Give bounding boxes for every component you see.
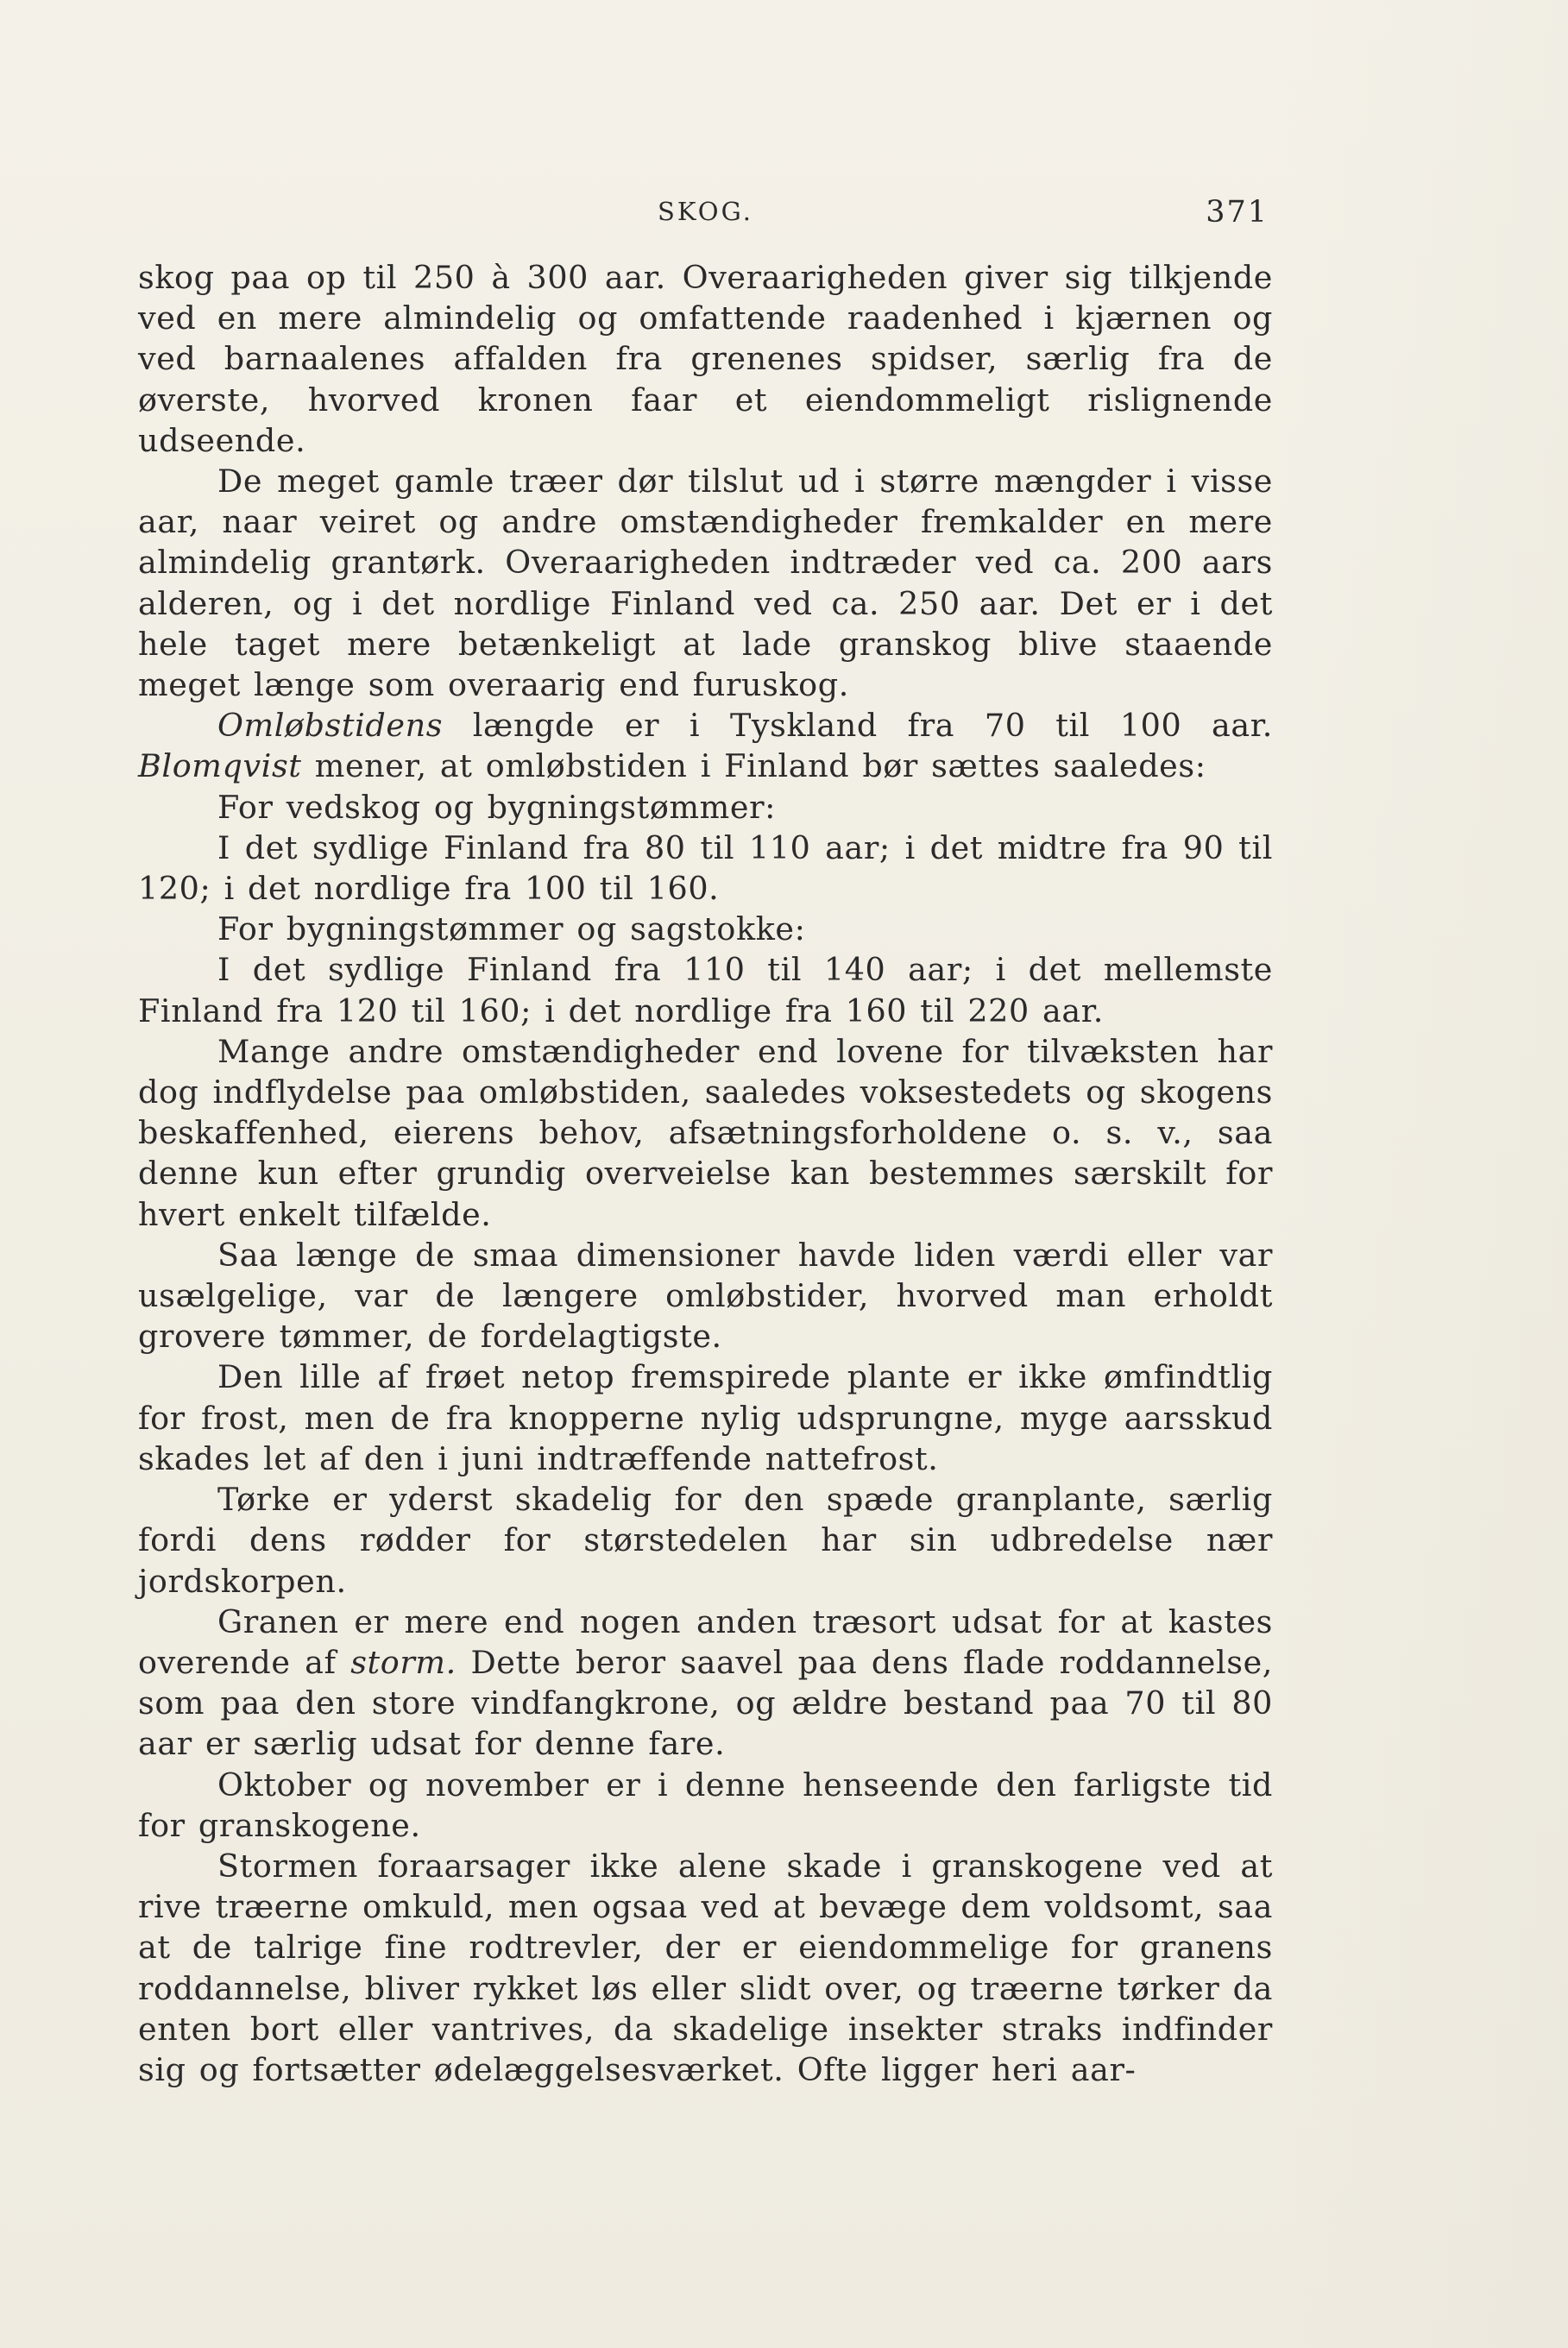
text-run: mener, at omløbstiden i Finland bør sættes saaledes:	[301, 747, 1206, 785]
paragraph	[138, 909, 1273, 949]
italic-term: Blomqvist	[138, 747, 302, 785]
paragraph	[138, 461, 1273, 705]
text-run: For vedskog og bygningstømmer:	[217, 788, 777, 826]
text-run: Den lille af frøet netop fremspirede plante er ikke ømfindtlig for frost, men de fra knopperne nylig udsprungne, myge aarsskud skades let af den i juni indtræffende nattefrost.	[138, 1358, 1273, 1477]
paragraph	[138, 1235, 1273, 1357]
paragraph	[138, 1846, 1273, 2090]
text-run: De meget gamle træer dør tilslut ud i større mængder i visse aar, naar veiret og andre omstændigheder fremkalder en mere almindelig grantørk. Overaarigheden indtræder ved ca. 200 aars alderen, og i det nordlige Finland ved ca. 250 aar. Det er i det hele taget mere betænkeligt at lade granskog blive staaende meget længe som overaarig end furuskog.	[138, 463, 1273, 704]
paragraph	[138, 1765, 1273, 1846]
text-run: Dette beror saavel paa dens flade roddannelse, som paa den store vindfangkrone, og ældre bestand paa 70 til 80 aar er særlig udsat for denne fare.	[138, 1643, 1273, 1763]
page-header	[142, 192, 1269, 235]
paragraph	[138, 828, 1273, 909]
text-run: længde er i Tyskland fra 70 til 100 aar.	[443, 707, 1273, 745]
italic-term: Omløbstidens	[217, 707, 444, 745]
paragraph	[138, 257, 1273, 461]
paragraph	[138, 1602, 1273, 1765]
text-run: I det sydlige Finland fra 80 til 110 aar; i det midtre fra 90 til 120; i det nordlige fra 100 til 160.	[138, 828, 1273, 908]
page-number: 371	[1206, 195, 1269, 230]
paragraph	[138, 949, 1273, 1030]
text-run: For bygningstømmer og sagstokke:	[217, 910, 806, 948]
body-text	[138, 257, 1273, 2090]
paragraph	[138, 705, 1273, 786]
text-run: Saa længe de smaa dimensioner havde liden værdi eller var usælgelige, var de længere omløbstider, hvorved man erholdt grovere tømmer, de fordelagtigste.	[138, 1236, 1273, 1356]
running-head: SKOG.	[658, 197, 753, 226]
page-shading	[1275, 0, 1568, 2348]
italic-term: storm.	[350, 1643, 457, 1681]
text-run: Oktober og november er i denne henseende den farligste tid for granskogene.	[138, 1766, 1273, 1844]
text-run: Granen er mere end nogen anden træsort udsat for at kastes overende af	[138, 1602, 1273, 1681]
paragraph	[138, 1357, 1273, 1479]
paragraph	[138, 1031, 1273, 1235]
text-run: skog paa op til 250 à 300 aar. Overaarigheden giver sig tilkjende ved en mere almindelig og omfattende raadenhed i kjærnen og ved barnaalenes affalden fra grenenes spidser, særlig fra de øverste, hvorved kronen faar et eiendommeligt rislignende udseende.	[138, 259, 1273, 459]
text-run: Stormen foraarsager ikke alene skade i granskogene ved at rive træerne omkuld, men ogsaa ved at bevæge dem voldsomt, saa at de talrige fine rodtrevler, der er eiendommelige for granens roddannelse, bliver rykket løs eller slidt over, og træerne tørker da enten bort eller vantrives, da skadelige insekter straks indfinder sig og fortsætter ødelæggelsesværket. Ofte ligger heri aar-	[138, 1847, 1273, 2088]
paragraph	[138, 1479, 1273, 1602]
text-run: Tørke er yderst skadelig for den spæde granplante, særlig fordi dens rødder for størstedelen har sin udbredelse nær jordskorpen.	[138, 1481, 1273, 1600]
text-run: Mange andre omstændigheder end lovene for tilvæksten har dog indflydelse paa omløbstiden, saaledes voksestedets og skogens beskaffenhed, eierens behov, afsætningsforholdene o. s. v., saa denne kun efter grundig overveielse kan bestemmes særskilt for hvert enkelt tilfælde.	[138, 1032, 1273, 1233]
text-run: I det sydlige Finland fra 110 til 140 aar; i det mellemste Finland fra 120 til 160; i det nordlige fra 160 til 220 aar.	[138, 951, 1273, 1029]
paragraph	[138, 787, 1273, 828]
